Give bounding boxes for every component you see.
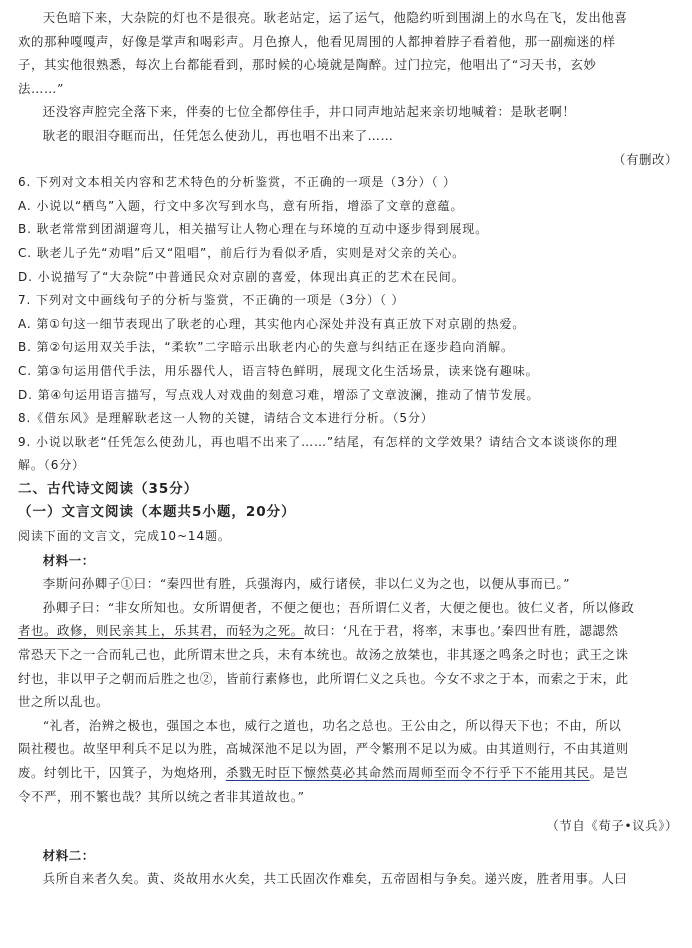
material-one-line-9-pre: 废。纣刳比干，囚箕子，为炮烙刑，	[18, 765, 226, 780]
story-paragraph-1-line-3: 子，其实他很熟悉，每次上台都能看到，那时候的心境就是陶醉。过门拉完，他唱出了“习天书，玄妙	[18, 57, 597, 73]
question-7-option-a: A. 第①句这一细节表现出了耿老的心理，其实他内心深处并没有真正放下对京剧的热爱。	[18, 316, 526, 331]
question-6-option-d: D. 小说描写了“大杂院”中普通民众对京剧的喜爱，体现出真正的艺术在民间。	[18, 269, 465, 284]
question-9-line-1: 9. 小说以耿老“任凭怎么使劲儿，再也唱不出来了……”结尾，有怎样的文学效果？请结合文本谈谈你的理	[18, 434, 618, 449]
question-7-stem: 7. 下列对文中画线句子的分析与鉴赏，不正确的一项是（3分）（ ）	[18, 293, 405, 308]
question-6-option-b: B. 耿老常常到团湖遛弯儿，相关描写让人物心理在与环境的互动中逐步得到展现。	[18, 222, 489, 237]
question-9-line-2: 解。（6分）	[18, 458, 86, 473]
story-paragraph-3: 耿老的眼泪夺眶而出，任凭怎么使劲儿，再也唱不出来了……	[42, 127, 394, 143]
question-7-option-c: C. 第③句运用借代手法，用乐器代人，语言特色鲜明，展现文化生活场景，读来饶有趣味。	[18, 363, 539, 378]
material-one-line-4: 常恐天下之一合而轧己也，此所谓末世之兵，未有本统也。故汤之放桀也，非其逐之鸣条之时也；武王之诛	[18, 647, 629, 663]
material-two-line-1: 兵所自来者久矣。黄、炎故用水火矣，共工氏固次作难矣，五帝固相与争矣。递兴废，胜者用事。人曰	[42, 871, 628, 887]
material-one-line-7: “礼者，治辨之极也，强国之本也，威行之道也，功名之总也。王公由之，所以得天下也；不由，所以	[42, 717, 622, 733]
material-one-line-9	[18, 761, 678, 785]
material-one-line-6: 世之所以乱也。	[18, 694, 109, 710]
story-paragraph-1-line-1: 天色暗下来，大杂院的灯也不是很亮。耿老站定，运了运气，他隐约听到围湖上的水鸟在飞，发出他喜	[42, 10, 628, 25]
section-two-header	[18, 478, 678, 549]
material-one-label: 材料一：	[42, 552, 95, 568]
question-6-stem: 6. 下列对文本相关内容和艺术特色的分析鉴赏，不正确的一项是（3分）（ ）	[18, 175, 457, 190]
material-one-line-9-post: 。是岂	[589, 765, 629, 780]
material-one-line-8: 陨社稷也。故坚甲利兵不足以为胜，高城深池不足以为固，严令繁刑不足以为威。由其道则行，不由其道则	[18, 741, 629, 757]
material-one-line-2: 孙卿子曰：“非女所知也。女所谓便者，不便之便也；吾所谓仁义者，大便之便也。彼仁义者，所以修政	[42, 599, 635, 615]
material-one-source: （节自《荀子•议兵》）	[546, 818, 678, 834]
underlined-sentence-1: 者也。政修，则民亲其上，乐其君，而轻为之死。	[18, 623, 304, 639]
story-source: （有删改）	[613, 151, 678, 167]
question-7-option-d: D. 第④句运用语言描写，写点戏人对戏曲的刻意习难，增添了文章波澜，推动了情节发展。	[18, 387, 540, 402]
section-title: 二、古代诗文阅读（35分）	[18, 480, 199, 497]
material-one-line-1: 李斯问孙卿子①曰：“秦四世有胜，兵强海内，威行诸侯，非以仁义为之也，以便从事而已。”	[42, 576, 571, 592]
section-subtitle: （一）文言文阅读（本题共5小题，20分）	[18, 504, 296, 521]
question-6-option-a: A. 小说以“栖鸟”入题，行文中多次写到水鸟，意有所指，增添了文章的意蕴。	[18, 198, 464, 213]
question-7-option-b: B. 第②句运用双关手法，“柔软”二字暗示出耿老内心的失意与纠结正在逐步趋向消解。	[18, 340, 514, 355]
story-paragraph-1-line-4: 法……”	[18, 80, 64, 96]
story-paragraph-1-line-2: 欢的那种嘎嘎声，好像是掌声和喝彩声。月色撩人，他看见周围的人都抻着脖子看着他，那一副痴迷的样	[18, 33, 616, 49]
question-6-option-c: C. 耿老儿子先“劝唱”后又“阻唱”，前后行为看似矛盾，实则是对父亲的关心。	[18, 245, 466, 260]
material-one-line-3-rest: 故曰：‘凡在于君，将率，末事也。’秦四世有胜，諰諰然	[303, 623, 619, 639]
story-tail	[18, 0, 678, 171]
section-instruction: 阅读下面的文言文，完成10~14题。	[18, 529, 231, 544]
material-one-line-10: 令不严，刑不繁也哉？其所以统之者非其道故也。”	[18, 788, 305, 804]
questions-block	[18, 171, 678, 478]
question-8: 8.《借东风》是理解耿老这一人物的关键，请结合文本进行分析。（5分）	[18, 411, 434, 426]
material-one-line-5: 纣也，非以甲子之朝而后胜之也②，皆前行素修也，此所谓仁义之兵也。今女不求之于本，而索之于末，此	[18, 670, 629, 686]
material-two	[18, 844, 678, 891]
material-one	[18, 549, 678, 838]
story-paragraph-2: 还没容声腔完全落下来，伴奏的七位全都停住手，井口同声地站起来亲切地喊着：是耿老啊！	[42, 104, 576, 120]
material-two-label: 材料二：	[42, 847, 95, 863]
material-one-line-3	[18, 619, 678, 643]
underlined-sentence-2: 杀戮无时臣下懔然莫必其命然而周师至而令不行乎下不能用其民	[225, 765, 590, 780]
